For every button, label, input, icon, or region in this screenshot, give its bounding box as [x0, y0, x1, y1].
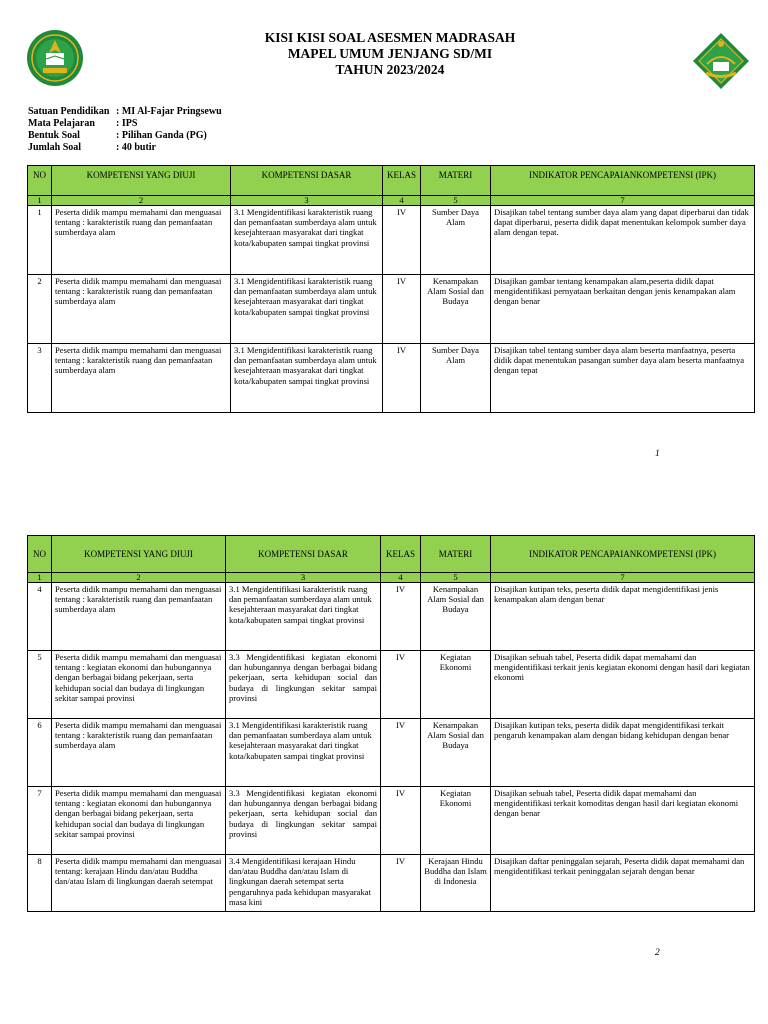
- cell-materi: Kenampakan Alam Sosial dan Budaya: [421, 583, 491, 651]
- meta-value: : IPS: [116, 118, 138, 129]
- table-row: [28, 787, 755, 855]
- meta-label: Jumlah Soal: [28, 142, 82, 153]
- meta-label: Mata Pelajaran: [28, 118, 95, 129]
- cell-kelas: IV: [383, 275, 421, 344]
- cell-no: 7: [28, 787, 52, 855]
- column-number: 1: [28, 196, 52, 206]
- table-row: [28, 344, 755, 413]
- column-number: 5: [421, 196, 491, 206]
- column-number-row: [28, 573, 755, 583]
- cell-ipk: Disajikan kutipan teks, peserta didik dapat mengidentifikasi terkait pengaruh kenampakan alam dengan bidang kehidupan dengan benar: [491, 719, 755, 787]
- column-number: 2: [52, 573, 226, 583]
- table-row: [28, 651, 755, 719]
- cell-no: 4: [28, 583, 52, 651]
- cell-kelas: IV: [381, 583, 421, 651]
- cell-kelas: IV: [383, 206, 421, 275]
- column-number: 3: [226, 573, 381, 583]
- document-title: [150, 30, 630, 78]
- cell-kelas: IV: [383, 344, 421, 413]
- header-no: NO: [28, 166, 52, 196]
- page-number: 1: [655, 449, 660, 459]
- kisi-table-page-2: [27, 535, 755, 912]
- cell-kompetensi: Peserta didik mampu memahami dan menguasai tentang : karakteristik ruang dan pemanfaatan sumberdaya alam: [52, 344, 231, 413]
- cell-no: 8: [28, 855, 52, 912]
- kemenag-logo-right: [692, 32, 750, 90]
- cell-materi: Kenampakan Alam Sosial dan Budaya: [421, 719, 491, 787]
- header-kompetensi: KOMPETENSI YANG DIUJI: [52, 166, 231, 196]
- table-row: [28, 855, 755, 912]
- document-meta: [28, 106, 222, 154]
- cell-kd: 3.3 Mengidentifikasi kegiatan ekonomi dan hubungannya dengan berbagai bidang pekerjaan, serta kehidupan social dan budaya di lingkungan sekitar sampai provinsi: [226, 651, 381, 719]
- cell-no: 3: [28, 344, 52, 413]
- header-no: NO: [28, 536, 52, 573]
- cell-ipk: Disajikan daftar peninggalan sejarah, Peserta didik dapat memahami dan mengidentifikasi terkait peninggalan sejarah dengan benar: [491, 855, 755, 912]
- column-number: 3: [231, 196, 383, 206]
- cell-kompetensi: Peserta didik mampu memahami dan menguasai tentang: kerajaan Hindu dan/atau Buddha dan/atau Islam di lingkungan daerah setempat: [52, 855, 226, 912]
- title-line-3: TAHUN 2023/2024: [335, 62, 445, 77]
- table-row: [28, 583, 755, 651]
- cell-kd: 3.1 Mengidentifikasi karakteristik ruang dan pemanfaatan sumberdaya alam untuk kesejahteraan masyarakat dari tingkat kota/kabupaten sampai tingkat provinsi: [226, 719, 381, 787]
- column-number: 7: [491, 196, 755, 206]
- cell-ipk: Disajikan sebuah tabel, Peserta didik dapat memahami dan mengidentifikasi terkait komoditas dengan hasil dari kegiatan ekonomi dengan benar: [491, 787, 755, 855]
- title-line-1: KISI KISI SOAL ASESMEN MADRASAH: [264, 30, 516, 45]
- cell-no: 1: [28, 206, 52, 275]
- table-header-row: [28, 536, 755, 573]
- meta-row: [28, 130, 222, 142]
- column-number: 4: [381, 573, 421, 583]
- table-row: [28, 275, 755, 344]
- column-number: 1: [28, 573, 52, 583]
- meta-row: [28, 118, 222, 130]
- column-number-row: [28, 196, 755, 206]
- cell-kompetensi: Peserta didik mampu memahami dan menguasai tentang : karakteristik ruang dan pemanfaatan sumberdaya alam: [52, 275, 231, 344]
- column-number: 2: [52, 196, 231, 206]
- header-materi: MATERI: [421, 536, 491, 573]
- cell-materi: Sumber Daya Alam: [421, 344, 491, 413]
- cell-materi: Kerajaan Hindu Buddha dan Islam di Indonesia: [421, 855, 491, 912]
- cell-kd: 3.1 Mengidentifikasi karakteristik ruang dan pemanfaatan sumberdaya alam untuk kesejahteraan masyarakat dari tingkat kota/kabupaten sampai tingkat provinsi: [231, 206, 383, 275]
- table-header-row: [28, 166, 755, 196]
- header-ipk: INDIKATOR PENCAPAIANKOMPETENSI (IPK): [491, 536, 755, 573]
- column-number: 4: [383, 196, 421, 206]
- madrasah-logo-left: [26, 29, 84, 87]
- cell-kompetensi: Peserta didik mampu memahami dan menguasai tentang : kegiatan ekonomi dan hubungannya dengan berbagai bidang pekerjaan, serta kehidupan social dan budaya di lingkungan sekitar sampai provinsi: [52, 651, 226, 719]
- meta-label: Bentuk Soal: [28, 130, 80, 141]
- cell-kompetensi: Peserta didik mampu memahami dan menguasai tentang : kegiatan ekonomi dan hubungannya dengan berbagai bidang pekerjaan, serta kehidupan social dan budaya di lingkungan sekitar sampai provinsi: [52, 787, 226, 855]
- table-row: [28, 719, 755, 787]
- cell-materi: Kenampakan Alam Sosial dan Budaya: [421, 275, 491, 344]
- meta-label: Satuan Pendidikan: [28, 106, 110, 117]
- cell-kelas: IV: [381, 787, 421, 855]
- cell-kd: 3.3 Mengidentifikasi kegiatan ekonomi dan hubungannya dengan berbagai bidang pekerjaan, serta kehidupan social dan budaya di lingkungan sekitar sampai provinsi: [226, 787, 381, 855]
- cell-ipk: Disajikan kutipan teks, peserta didik dapat mengidentifikasi jenis kenampakan alam dengan benar: [491, 583, 755, 651]
- table-row: [28, 206, 755, 275]
- meta-row: [28, 106, 222, 118]
- cell-ipk: Disajikan tabel tentang sumber daya alam yang dapat diperbarui dan tidak dapat diperbarui, peserta didik dapat menentukan kelompok sumber daya alam dengan tepat.: [491, 206, 755, 275]
- meta-value: : 40 butir: [116, 142, 156, 153]
- header-ipk: INDIKATOR PENCAPAIANKOMPETENSI (IPK): [491, 166, 755, 196]
- cell-no: 5: [28, 651, 52, 719]
- meta-value: : Pilihan Ganda (PG): [116, 130, 207, 141]
- cell-materi: Sumber Daya Alam: [421, 206, 491, 275]
- cell-kd: 3.1 Mengidentifikasi karakteristik ruang dan pemanfaatan sumberdaya alam untuk kesejahteraan masyarakat dari tingkat kota/kabupaten sampai tingkat provinsi: [231, 344, 383, 413]
- header-kd: KOMPETENSI DASAR: [226, 536, 381, 573]
- cell-ipk: Disajikan gambar tentang kenampakan alam,peserta didik dapat mengidentifikasi pernyataan berkaitan dengan jenis kenampakan alam dengan benar: [491, 275, 755, 344]
- cell-kelas: IV: [381, 855, 421, 912]
- column-number: 7: [491, 573, 755, 583]
- cell-materi: Kegiatan Ekonomi: [421, 651, 491, 719]
- cell-no: 2: [28, 275, 52, 344]
- header-materi: MATERI: [421, 166, 491, 196]
- cell-kd: 3.4 Mengidentifikasi kerajaan Hindu dan/atau Buddha dan/atau Islam di lingkungan daerah setempat serta pengaruhnya pada kehidupan masyarakat masa kini: [226, 855, 381, 912]
- header-kelas: KELAS: [381, 536, 421, 573]
- column-number: 5: [421, 573, 491, 583]
- cell-kompetensi: Peserta didik mampu memahami dan menguasai tentang : karakteristik ruang dan pemanfaatan sumberdaya alam: [52, 206, 231, 275]
- cell-no: 6: [28, 719, 52, 787]
- title-line-2: MAPEL UMUM JENJANG SD/MI: [287, 46, 493, 61]
- cell-kompetensi: Peserta didik mampu memahami dan menguasai tentang : karakteristik ruang dan pemanfaatan sumberdaya alam: [52, 719, 226, 787]
- page-number: 2: [655, 948, 660, 958]
- kisi-table-page-1: [27, 165, 755, 413]
- cell-kd: 3.1 Mengidentifikasi karakteristik ruang dan pemanfaatan sumberdaya alam untuk kesejahteraan masyarakat dari tingkat kota/kabupaten sampai tingkat provinsi: [231, 275, 383, 344]
- cell-kd: 3.1 Mengidentifikasi karakteristik ruang dan pemanfaatan sumberdaya alam untuk kesejahteraan masyarakat dari tingkat kota/kabupaten sampai tingkat provinsi: [226, 583, 381, 651]
- meta-row: [28, 142, 222, 154]
- meta-value: : MI Al-Fajar Pringsewu: [116, 106, 222, 117]
- cell-kelas: IV: [381, 719, 421, 787]
- cell-materi: Kegiatan Ekonomi: [421, 787, 491, 855]
- header-kompetensi: KOMPETENSI YANG DIUJI: [52, 536, 226, 573]
- header-kelas: KELAS: [383, 166, 421, 196]
- cell-ipk: Disajikan sebuah tabel, Peserta didik dapat memahami dan mengidentifikasi terkait jenis kegiatan ekonomi dengan hasil dari kegiatan ekonomi: [491, 651, 755, 719]
- cell-ipk: Disajikan tabel tentang sumber daya alam beserta manfaatnya, peserta didik dapat menentukan pasangan sumber daya alam beserta manfaatnya dengan tepat: [491, 344, 755, 413]
- header-kd: KOMPETENSI DASAR: [231, 166, 383, 196]
- cell-kompetensi: Peserta didik mampu memahami dan menguasai tentang : karakteristik ruang dan pemanfaatan sumberdaya alam: [52, 583, 226, 651]
- cell-kelas: IV: [381, 651, 421, 719]
